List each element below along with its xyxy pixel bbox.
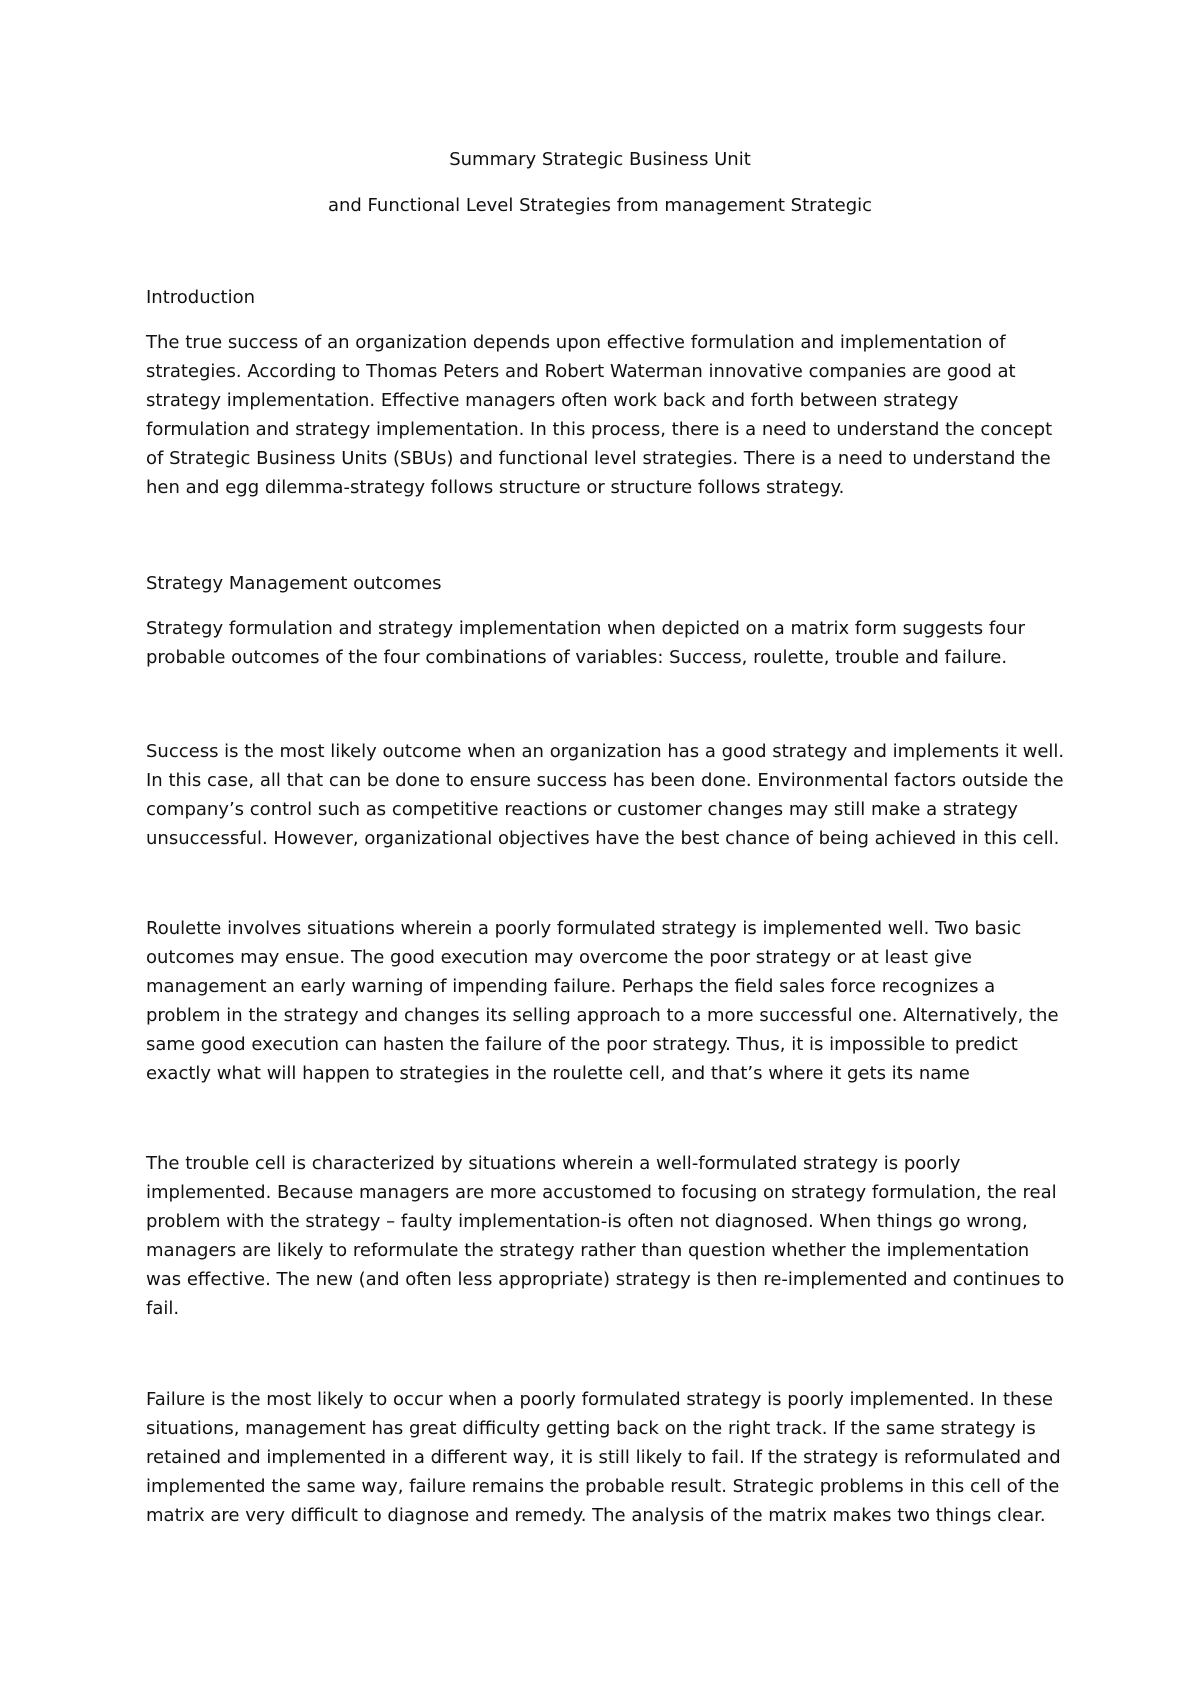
paragraph-line: Success is the most likely outcome when an organization has a good strategy and implements it well.	[146, 741, 1065, 762]
paragraph-line: Roulette involves situations wherein a poorly formulated strategy is implemented well. Two basic	[146, 918, 1022, 939]
section-heading-introduction: Introduction	[146, 287, 256, 308]
paragraph-failure	[146, 1385, 1066, 1530]
paragraph-line: of Strategic Business Units (SBUs) and functional level strategies. There is a need to understand the	[146, 448, 1051, 469]
paragraph-line: situations, management has great difficulty getting back on the right track. If the same strategy is	[146, 1418, 1036, 1439]
paragraph-line: implemented the same way, failure remains the probable result. Strategic problems in this cell of the	[146, 1476, 1060, 1497]
paragraph-line: was effective. The new (and often less appropriate) strategy is then re-implemented and continues to	[146, 1269, 1065, 1290]
paragraph-outcomes-overview	[146, 614, 1066, 672]
paragraph-success	[146, 737, 1066, 853]
paragraph-line: strategies. According to Thomas Peters and Robert Waterman innovative companies are good at	[146, 361, 1016, 382]
paragraph-line: probable outcomes of the four combinations of variables: Success, roulette, trouble and failure.	[146, 647, 1008, 668]
paragraph-line: The true success of an organization depends upon effective formulation and implementation of	[146, 332, 1006, 353]
paragraph-line: In this case, all that can be done to ensure success has been done. Environmental factors outside the	[146, 770, 1064, 791]
paragraph-line: same good execution can hasten the failure of the poor strategy. Thus, it is impossible to predict	[146, 1034, 1018, 1055]
paragraph-line: managers are likely to reformulate the strategy rather than question whether the implementation	[146, 1240, 1030, 1261]
paragraph-line: outcomes may ensue. The good execution may overcome the poor strategy or at least give	[146, 947, 972, 968]
paragraph-line: implemented. Because managers are more accustomed to focusing on strategy formulation, the real	[146, 1182, 1057, 1203]
paragraph-line: company’s control such as competitive reactions or customer changes may still make a strategy	[146, 799, 1018, 820]
paragraph-line: Failure is the most likely to occur when a poorly formulated strategy is poorly implemented. In these	[146, 1389, 1053, 1410]
paragraph-trouble	[146, 1149, 1066, 1323]
paragraph-line: hen and egg dilemma-strategy follows structure or structure follows strategy.	[146, 477, 845, 498]
paragraph-line: matrix are very difficult to diagnose and remedy. The analysis of the matrix makes two things clear.	[146, 1505, 1046, 1526]
paragraph-line: fail.	[146, 1298, 180, 1319]
paragraph-line: Strategy formulation and strategy implementation when depicted on a matrix form suggests four	[146, 618, 1026, 639]
paragraph-roulette	[146, 914, 1066, 1088]
section-heading-strategy-management-outcomes: Strategy Management outcomes	[146, 573, 442, 594]
paragraph-line: The trouble cell is characterized by situations wherein a well-formulated strategy is poorly	[146, 1153, 961, 1174]
paragraph-line: problem with the strategy – faulty implementation-is often not diagnosed. When things go wrong,	[146, 1211, 1028, 1232]
document-title-line-2: and Functional Level Strategies from management Strategic	[327, 195, 873, 216]
paragraph-line: exactly what will happen to strategies in the roulette cell, and that’s where it gets its name	[146, 1063, 970, 1084]
paragraph-line: formulation and strategy implementation. In this process, there is a need to understand the concept	[146, 419, 1053, 440]
paragraph-introduction	[146, 328, 1066, 502]
paragraph-line: retained and implemented in a different way, it is still likely to fail. If the strategy is reformulated and	[146, 1447, 1061, 1468]
paragraph-line: strategy implementation. Effective managers often work back and forth between strategy	[146, 390, 959, 411]
paragraph-line: unsuccessful. However, organizational objectives have the best chance of being achieved in this cell.	[146, 828, 1060, 849]
paragraph-line: management an early warning of impending failure. Perhaps the field sales force recognizes a	[146, 976, 996, 997]
document-title-line-1: Summary Strategic Business Unit	[449, 149, 751, 170]
paragraph-line: problem in the strategy and changes its selling approach to a more successful one. Alternatively, the	[146, 1005, 1059, 1026]
